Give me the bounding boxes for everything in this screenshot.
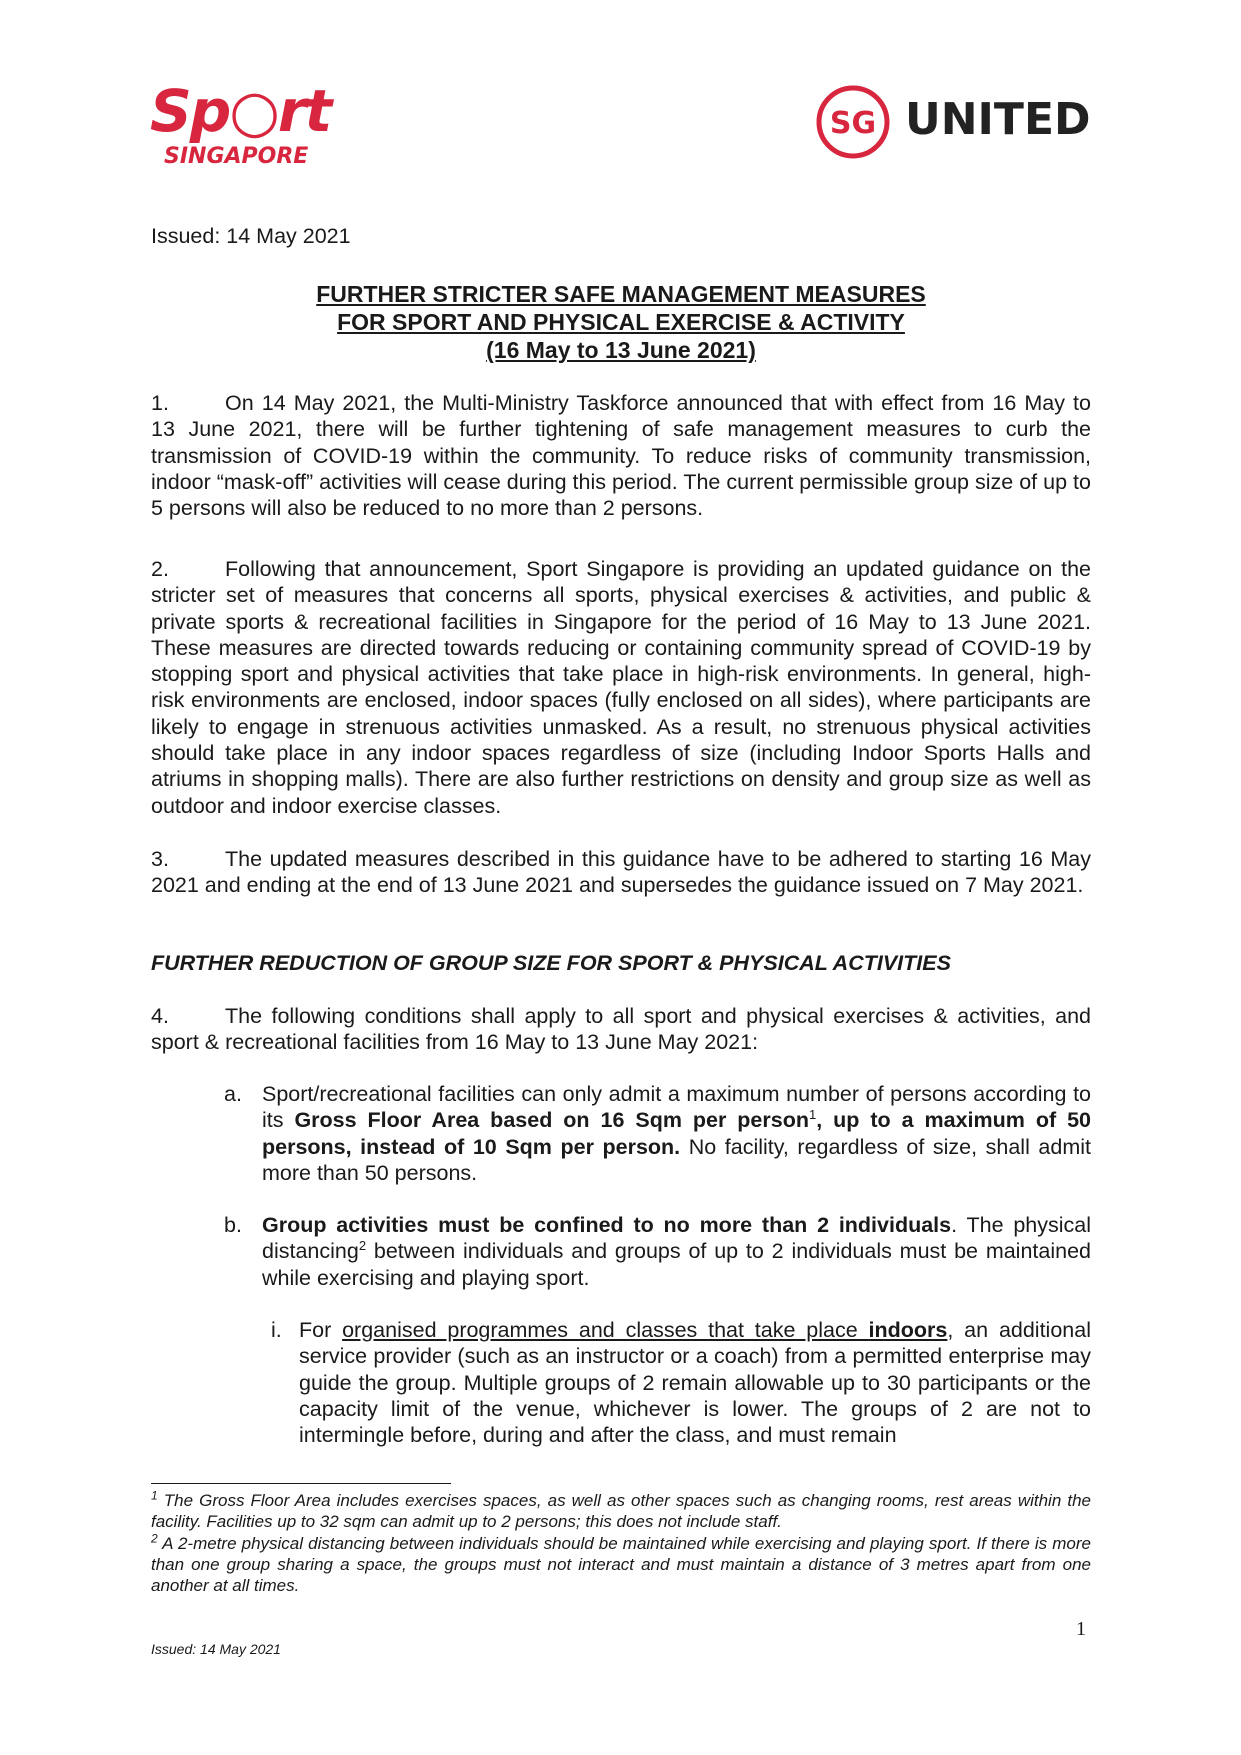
paragraph-number: 3.	[151, 847, 169, 871]
footnote-1	[151, 1490, 1091, 1532]
item-text: , an additional service provider (such as an instructor or a coach) from a permitted enterprise may guide the group. Multiple groups of 2 remain allowable up to 30 participants or the capacity limit of the venue, whichever is lower. The groups of 2 are not to intermingle before, during and after the class, and must remain	[299, 1318, 1091, 1448]
sport-logo-word: Sp○rt	[150, 77, 331, 145]
document-title	[151, 280, 1091, 364]
item-text: For	[299, 1318, 343, 1342]
list-item-label: i.	[271, 1318, 282, 1342]
title-line-1: FURTHER STRICTER SAFE MANAGEMENT MEASURES	[316, 281, 926, 307]
footnote-ref-1: 1	[808, 1107, 817, 1123]
issued-date: Issued: 14 May 2021	[151, 224, 351, 248]
item-bold-text: Group activities must be confined to no more than 2 individuals	[262, 1213, 952, 1237]
footnote-divider	[151, 1483, 451, 1484]
footnote-mark: 1	[151, 1488, 158, 1503]
paragraph-2	[151, 556, 1091, 819]
section-heading: FURTHER REDUCTION OF GROUP SIZE FOR SPORT & PHYSICAL ACTIVITIES	[151, 951, 951, 975]
paragraph-number: 1.	[151, 391, 169, 415]
title-line-2: FOR SPORT AND PHYSICAL EXERCISE & ACTIVITY	[337, 309, 905, 335]
item-text: No facility, regardless of size, shall admit more than 50 persons.	[262, 1134, 1091, 1185]
sport-singapore-logo	[150, 78, 350, 178]
title-line-3: (16 May to 13 June 2021)	[486, 337, 756, 363]
footnote-text: The Gross Floor Area includes exercises spaces, as well as other spaces such as changing rooms, rest areas within the facility. Facilities up to 32 sqm can admit up to 2 persons; this does not include staff.	[151, 1491, 1091, 1531]
paragraph-1	[151, 390, 1091, 521]
list-item-b	[224, 1212, 1091, 1291]
paragraph-number: 4.	[151, 1004, 169, 1028]
paragraph-3	[151, 846, 1091, 899]
sport-logo-subtitle: SINGAPORE	[164, 144, 309, 169]
footnote-text: A 2-metre physical distancing between individuals should be maintained while exercising and playing sport. If there is more than one group sharing a space, the groups must not interact and must maintain a distance of 3 metres apart from one another at all times.	[151, 1534, 1091, 1595]
list-item-a	[224, 1081, 1091, 1186]
sg-badge-icon	[815, 84, 891, 160]
item-underlined-text: organised programmes and classes that take place	[342, 1318, 869, 1342]
list-item-label: b.	[224, 1213, 242, 1237]
item-bold-text: , up to a maximum of 50 persons, instead of 10 Sqm per person.	[262, 1108, 1091, 1159]
paragraph-4	[151, 1003, 1091, 1056]
list-item-i	[271, 1317, 1091, 1448]
item-text: Sport/recreational facilities can only admit a maximum number of persons according to its	[262, 1082, 1091, 1133]
item-text: . The physical distancing	[262, 1213, 1091, 1264]
page-footer: Issued: 14 May 2021	[151, 1641, 281, 1657]
sg-badge-text: SG	[829, 106, 877, 141]
page-number: 1	[1076, 1618, 1086, 1640]
paragraph-text: On 14 May 2021, the Multi-Ministry Taskforce announced that with effect from 16 May to 13 June 2021, there will be further tightening of safe management measures to curb the transmission of COVID-19 within the community. To reduce risks of community transmission, indoor “mask-off” activities will cease during this period. The current permissible group size of up to 5 persons will also be reduced to no more than 2 persons.	[151, 391, 1091, 521]
footnote-mark: 2	[151, 1531, 158, 1546]
footnote-ref-2: 2	[358, 1238, 367, 1254]
item-text: between individuals and groups of up to 2 individuals must be maintained while exercising and playing sport.	[262, 1239, 1091, 1290]
sg-united-logo	[815, 84, 1095, 170]
paragraph-text: Following that announcement, Sport Singapore is providing an updated guidance on the stricter set of measures that concerns all sports, physical exercises & activities, and public & private sports & recreational facilities in Singapore for the period of 16 May to 13 June 2021. These measures are directed towards reducing or containing community spread of COVID-19 by stopping sport and physical activities that take place in high-risk environments. In general, high-risk environments are enclosed, indoor spaces (fully enclosed on all sides), where participants are likely to engage in strenuous activities unmasked. As a result, no strenuous physical activities should take place in any indoor spaces regardless of size (including Indoor Sports Halls and atriums in shopping malls). There are also further restrictions on density and group size as well as outdoor and indoor exercise classes.	[151, 557, 1091, 818]
item-underlined-bold-text: indoors	[868, 1318, 948, 1342]
item-bold-text: Gross Floor Area based on 16 Sqm per person	[294, 1108, 809, 1133]
paragraph-number: 2.	[151, 557, 169, 581]
paragraph-text: The updated measures described in this guidance have to be adhered to starting 16 May 2021 and ending at the end of 13 June 2021 and supersedes the guidance issued on 7 May 2021.	[151, 847, 1091, 898]
paragraph-text: The following conditions shall apply to all sport and physical exercises & activities, and sport & recreational facilities from 16 May to 13 June May 2021:	[151, 1004, 1091, 1055]
list-item-label: a.	[224, 1082, 242, 1106]
sg-united-word: UNITED	[905, 94, 1091, 145]
footnote-2	[151, 1533, 1091, 1596]
